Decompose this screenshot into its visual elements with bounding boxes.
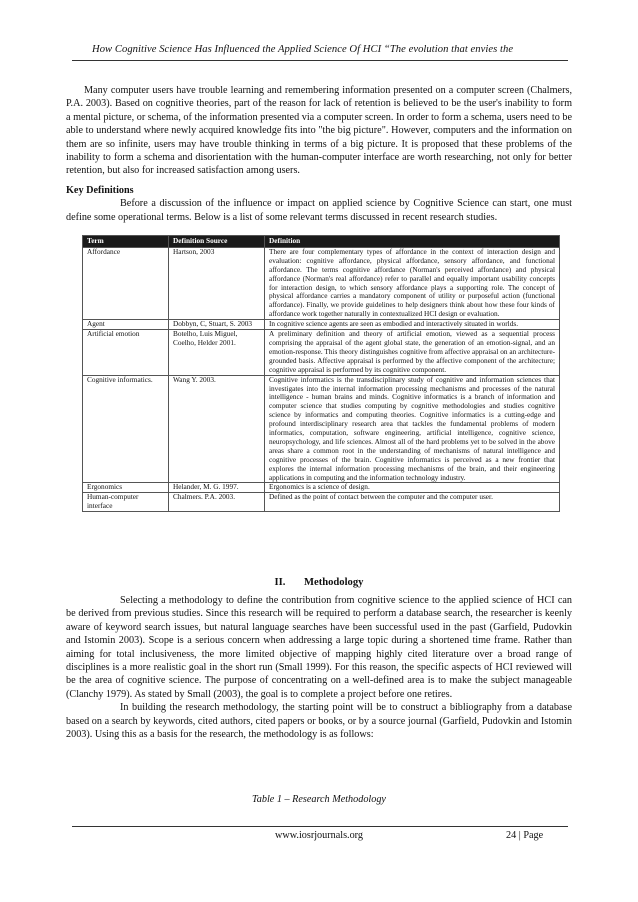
table-row bbox=[83, 483, 560, 493]
methodology-section bbox=[66, 594, 572, 741]
definition-cell: A preliminary definition and theory of artificial emotion, viewed as a sequential process comprising the appraisal of the agent global state, the generation of an emotion-signal, and an emotion-response. This theory distinguishes cognitive from affective appraisal on an architecture-grounded basis. Affective appraisal is performed by the affective component of the architecture; cognitive appraisal is performed by its cognitive component. bbox=[265, 330, 560, 376]
table-row bbox=[83, 330, 560, 376]
intro-section bbox=[66, 84, 572, 224]
term-cell: Agent bbox=[83, 320, 169, 330]
term-cell: Human-computer interface bbox=[83, 493, 169, 512]
section-heading bbox=[0, 577, 638, 588]
key-definitions-paragraph: Before a discussion of the influence or impact on applied science by Cognitive Science can start, one must define some operational terms. Below is a list of some relevant terms discussed in recent research studies. bbox=[66, 198, 572, 223]
page-number: 24 | Page bbox=[506, 830, 544, 841]
header-divider bbox=[72, 60, 568, 61]
term-cell: Affordance bbox=[83, 247, 169, 319]
section-number: II. bbox=[274, 577, 286, 588]
footer-divider bbox=[72, 826, 568, 827]
definition-cell: Cognitive informatics is the transdisciplinary study of cognitive and information sciences that investigates into the internal information processing mechanisms and processes of the natural intelligence - human brains and minds. Cognitive informatics is a branch of information and computer science that studies computing by cognitive methodologies and studies cognitive science by informatics and computing theories. Cognitive informatics is a cutting-edge and profound interdisciplinary research area that tackles the fundamental problems of modern informatics, computation, software engineering, artificial intelligence, cognitive science, neuropsychology, and life sciences. Almost all of the hard problems yet to be solved in the above areas share a common root in the understanding of mechanisms of natural intelligence and cognitive processes of the brain. Cognitive informatics is perceived as a new frontier that explores the internal information processing mechanisms of the brain, and their engineering applications in computing and the information technology industry. bbox=[265, 375, 560, 483]
source-cell: Botelho, Luis Miguel, Coelho, Helder 2001. bbox=[169, 330, 265, 376]
definition-cell: Ergonomics is a science of design. bbox=[265, 483, 560, 493]
source-cell: Dobbyn, C, Stuart, S. 2003 bbox=[169, 320, 265, 330]
table-caption: Table 1 – Research Methodology bbox=[252, 794, 386, 805]
term-cell: Cognitive informatics. bbox=[83, 375, 169, 483]
definition-cell: There are four complementary types of affordance in the context of interaction design and evaluation: cognitive affordance, physical affordance, sensory affordance, and functional affordance. The terms cognitive affordance (Norman's perceived affordance) and physical affordance (Norman's real affordance) refer to parallel and equally important usability concepts for interaction design, to which sensory affordance plays a supporting role. The concept of physical affordance carries a mandatory component of utility or purposeful action (functional affordance). Finally, we provide guidelines to help designers think about how these four kinds of affordance work together naturally in contextualized HCI design or evaluation. bbox=[265, 247, 560, 319]
definition-cell: Defined as the point of contact between the computer and the computer user. bbox=[265, 493, 560, 512]
source-cell: Wang Y. 2003. bbox=[169, 375, 265, 483]
table-row bbox=[83, 320, 560, 330]
source-cell: Hartson, 2003 bbox=[169, 247, 265, 319]
definitions-table bbox=[82, 235, 560, 512]
key-definitions-heading: Key Definitions bbox=[66, 184, 134, 196]
section-title: Methodology bbox=[304, 577, 364, 588]
column-header-source: Definition Source bbox=[169, 236, 265, 248]
table-header-row bbox=[83, 236, 560, 248]
methodology-paragraph-2: In building the research methodology, the starting point will be to construct a bibliography from a database based on a search by keywords, cited authors, cited papers or books, or by a source journal (Garfield, Pudovkin and Istomin 2003). Using this as a basis for the research, the methodology is as follows: bbox=[66, 702, 572, 741]
table-row bbox=[83, 375, 560, 483]
column-header-definition: Definition bbox=[265, 236, 560, 248]
table-row bbox=[83, 493, 560, 512]
running-header: How Cognitive Science Has Influenced the Applied Science Of HCI “The evolution that envies the bbox=[92, 44, 514, 55]
table-row bbox=[83, 247, 560, 319]
term-cell: Artificial emotion bbox=[83, 330, 169, 376]
methodology-paragraph-1: Selecting a methodology to define the contribution from cognitive science to the applied science of HCI can be derived from previous studies. Since this research will be required to perform a database search, the researcher is keenly aware of keyword search issues, but natural language searches have been successful used in the past (Garfield, Pudovkin and Istomin 2003). Scope is a serious concern when addressing a large topic during a shortened time frame. Rather than aiming for total inclusiveness, the more limited objective of mapping highly cited literature over a broad range of disciplines is a more realistic goal in the short run (Small 1999). For this reason, the specific aspects of HCI reviewed will be the area of cognitive science. The purpose of concentrating on a well-defined area is to make the subject manageable (Clanchy 1979). As stated by Small (2003), the goal is to complete a project before one retires. bbox=[66, 595, 572, 700]
column-header-term: Term bbox=[83, 236, 169, 248]
source-cell: Helander, M. G. 1997. bbox=[169, 483, 265, 493]
term-cell: Ergonomics bbox=[83, 483, 169, 493]
footer-url: www.iosrjournals.org bbox=[274, 830, 363, 841]
intro-paragraph: Many computer users have trouble learning and remembering information presented on a computer screen (Chalmers, P.A. 2003). Based on cognitive theories, part of the reason for lack of retention is believed to be the user's inability to form a mental picture, or schema, of the information presented via a computer screen. In order to form a schema, users need to be able to understand where newly acquired knowledge fits into "the big picture". However, computers and the information on them are so infinite, users may have trouble thinking in terms of a big picture. It is proposed that these problems of the inability to form a schema and disorientation with the human-computer interface are worth researching, not only for better retention, but also for increased satisfaction among users. bbox=[66, 85, 572, 177]
definition-cell: In cognitive science agents are seen as embodied and interactively situated in worlds. bbox=[265, 320, 560, 330]
source-cell: Chalmers. P.A. 2003. bbox=[169, 493, 265, 512]
